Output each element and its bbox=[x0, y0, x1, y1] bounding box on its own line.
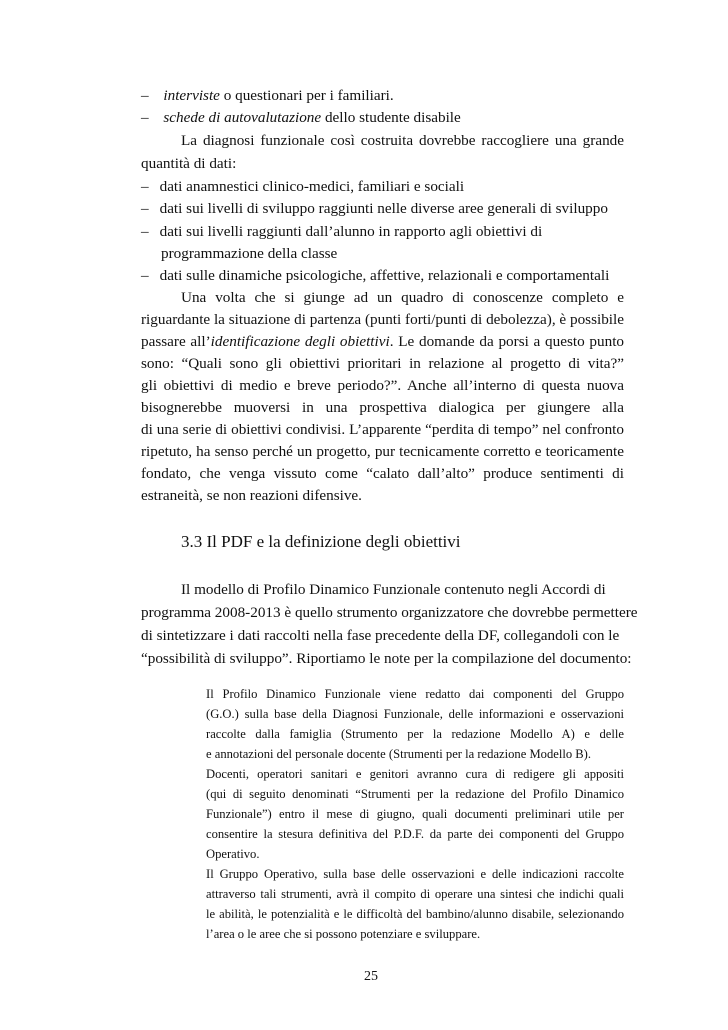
bullet-schede: – schede di autovalutazione dello studente disabile bbox=[141, 109, 461, 126]
quote-line: consentire la stesura definitiva del P.D.F. da parte dei componenti del Gruppo bbox=[206, 827, 624, 841]
paragraph-line: Una volta che si giunge ad un quadro di conoscenze completo e bbox=[181, 289, 624, 306]
quote-line: Funzionale”) entro il mese di giugno, quali documenti preliminari utile per bbox=[206, 807, 624, 821]
paragraph-line: gli obiettivi di medio e breve periodo?”. Anche all’interno di questa nuova bbox=[141, 377, 624, 394]
bullet-item-continuation: programmazione della classe bbox=[161, 245, 338, 262]
paragraph-line: di sintetizzare i dati raccolti nella fase precedente della DF, collegandoli con le bbox=[141, 627, 620, 644]
quote-line: attraverso tali strumenti, avrà il compito di operare una sintesi che indichi quali bbox=[206, 887, 624, 901]
quote-line: (G.O.) sulla base della Diagnosi Funzionale, delle informazioni e osservazioni bbox=[206, 707, 624, 721]
bullet-item: – dati sui livelli raggiunti dall’alunno in rapporto agli obiettivi di bbox=[141, 223, 543, 240]
paragraph-line: estraneità, se non reazioni difensive. bbox=[141, 487, 362, 504]
paragraph-line: quantità di dati: bbox=[141, 155, 237, 172]
paragraph-line: La diagnosi funzionale così costruita dovrebbe raccogliere una grande bbox=[181, 132, 624, 149]
bullet-item: – dati sui livelli di sviluppo raggiunti nelle diverse aree generali di sviluppo bbox=[141, 200, 608, 217]
paragraph-line: fondato, che venga vissuto come “calato dall’alto” produce sentimenti di bbox=[141, 465, 624, 482]
quote-line: e annotazioni del personale docente (Strumenti per la redazione Modello B). bbox=[206, 747, 592, 761]
quote-line: raccolte dalla famiglia (Strumento per la redazione Modello A) e delle bbox=[206, 727, 624, 741]
paragraph-line: bisognerebbe muoversi in una prospettiva dialogica per giungere alla bbox=[141, 399, 624, 416]
bullet-item: – dati anamnestici clinico-medici, familiari e sociali bbox=[141, 178, 465, 195]
quote-line: Il Profilo Dinamico Funzionale viene redatto dai componenti del Gruppo bbox=[206, 687, 624, 701]
paragraph-line: ripetuto, ha senso perché un progetto, pur tecnicamente corretto e teoricamente bbox=[141, 443, 624, 460]
quote-line: Il Gruppo Operativo, sulla base delle osservazioni e delle indicazioni raccolte bbox=[206, 867, 624, 881]
quote-line: (qui di seguito denominati “Strumenti per la redazione del Profilo Dinamico bbox=[206, 787, 624, 801]
paragraph-line: passare all’identificazione degli obiettivi. Le domande da porsi a questo punto bbox=[141, 333, 624, 350]
paragraph-line: riguardante la situazione di partenza (punti forti/punti di debolezza), è possibile bbox=[141, 311, 624, 328]
page-number: 25 bbox=[364, 969, 378, 984]
paragraph-line: di una serie di obiettivi condivisi. L’apparente “perdita di tempo” nel confronto bbox=[141, 421, 624, 438]
paragraph-line: programma 2008-2013 è quello strumento organizzatore che dovrebbe permettere bbox=[141, 604, 638, 621]
paragraph-line: Il modello di Profilo Dinamico Funzionale contenuto negli Accordi di bbox=[181, 581, 606, 598]
paragraph-line: sono: “Quali sono gli obiettivi prioritari in relazione al progetto di vita?” bbox=[141, 355, 624, 372]
quote-line: Operativo. bbox=[206, 847, 260, 861]
paragraph-line: “possibilità di sviluppo”. Riportiamo le note per la compilazione del documento: bbox=[141, 650, 632, 667]
quote-line: l’area o le aree che si possono potenziare e sviluppare. bbox=[206, 927, 481, 941]
quote-line: Docenti, operatori sanitari e genitori avranno cura di redigere gli appositi bbox=[206, 767, 624, 781]
bullet-interviste: – interviste o questionari per i familiari. bbox=[141, 87, 394, 104]
quote-line: le abilità, le potenzialità e le difficoltà del bambino/alunno disabile, selezionando bbox=[206, 907, 624, 921]
section-heading: 3.3 Il PDF e la definizione degli obiettivi bbox=[181, 532, 461, 551]
bullet-item: – dati sulle dinamiche psicologiche, affettive, relazionali e comportamentali bbox=[141, 267, 610, 284]
